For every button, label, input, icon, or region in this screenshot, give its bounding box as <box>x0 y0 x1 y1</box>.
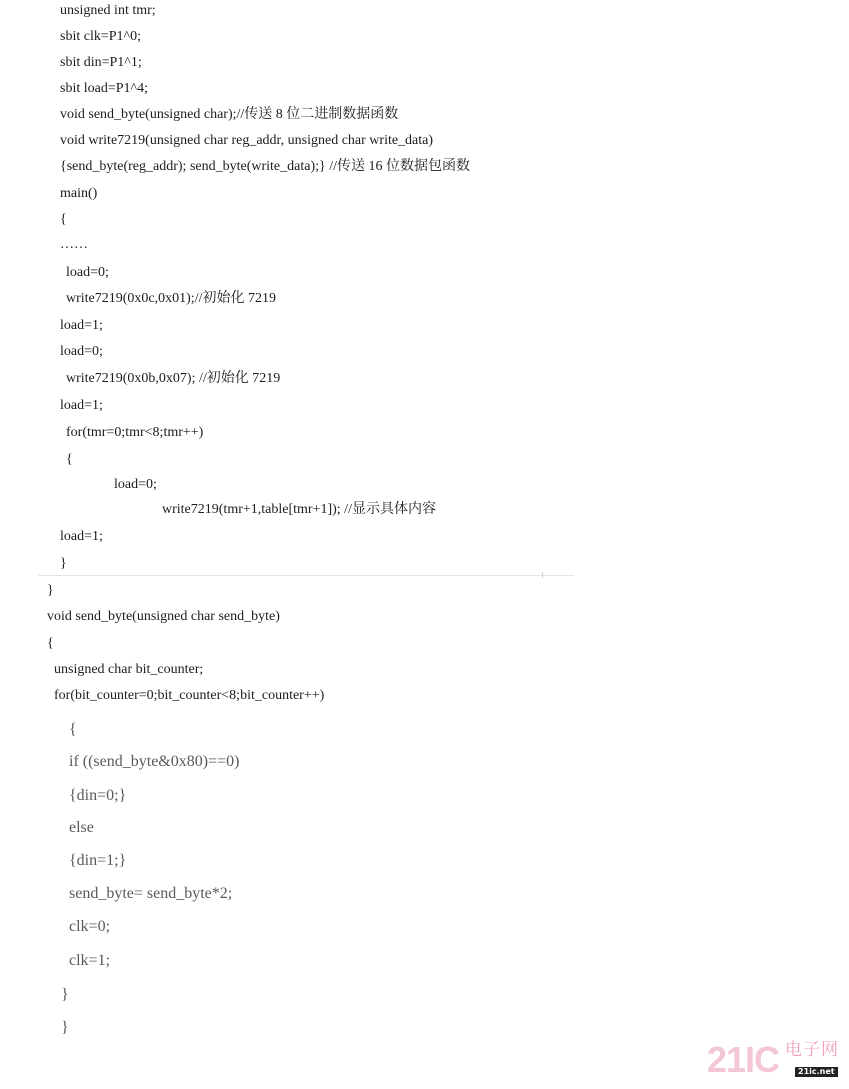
code-line: clk=1; <box>69 952 111 969</box>
code-line: { <box>60 212 67 227</box>
code-line: } <box>61 986 69 1003</box>
code-line: {send_byte(reg_addr); send_byte(write_data);} //传送 16 位数据包函数 <box>60 159 471 174</box>
code-line: if ((send_byte&0x80)==0) <box>69 753 240 770</box>
code-line: } <box>47 583 54 598</box>
code-line: main() <box>60 186 98 201</box>
code-line: for(bit_counter=0;bit_counter<8;bit_counter++) <box>54 688 325 703</box>
code-line: write7219(0x0b,0x07); //初始化 7219 <box>66 371 281 386</box>
code-line: {din=0;} <box>69 787 127 804</box>
page-divider <box>38 575 574 576</box>
code-line: load=0; <box>60 344 103 359</box>
code-line: load=1; <box>60 529 103 544</box>
code-line: sbit load=P1^4; <box>60 81 148 96</box>
code-line: load=1; <box>60 398 103 413</box>
watermark-url: 21ic.net <box>795 1067 838 1077</box>
code-line: load=0; <box>114 477 157 492</box>
code-line: {din=1;} <box>69 852 127 869</box>
code-line: } <box>60 556 67 571</box>
code-line: send_byte= send_byte*2; <box>69 885 233 902</box>
code-line: write7219(0x0c,0x01);//初始化 7219 <box>66 291 276 306</box>
code-line: load=0; <box>66 265 109 280</box>
code-line: unsigned int tmr; <box>60 3 156 18</box>
watermark-chinese: 电子网 <box>785 1040 839 1060</box>
code-line: void write7219(unsigned char reg_addr, unsigned char write_data) <box>60 133 434 148</box>
site-watermark <box>707 1040 841 1084</box>
code-line: write7219(tmr+1,table[tmr+1]); //显示具体内容 <box>162 502 436 517</box>
code-line: clk=0; <box>69 918 111 935</box>
code-line: void send_byte(unsigned char);//传送 8 位二进制数据函数 <box>60 107 399 122</box>
code-line: void send_byte(unsigned char send_byte) <box>47 609 280 624</box>
code-line: { <box>47 636 54 651</box>
code-line: { <box>66 452 73 467</box>
code-line: { <box>69 721 77 738</box>
code-line: unsigned char bit_counter; <box>54 662 204 677</box>
code-line: } <box>61 1019 69 1036</box>
divider-mark <box>542 572 543 578</box>
code-line: …… <box>60 237 88 252</box>
code-line: else <box>69 819 94 836</box>
code-line: for(tmr=0;tmr<8;tmr++) <box>66 425 204 440</box>
watermark-logo: 21IC <box>707 1039 780 1080</box>
code-line: sbit clk=P1^0; <box>60 29 141 44</box>
code-line: load=1; <box>60 318 103 333</box>
code-line: sbit din=P1^1; <box>60 55 142 70</box>
